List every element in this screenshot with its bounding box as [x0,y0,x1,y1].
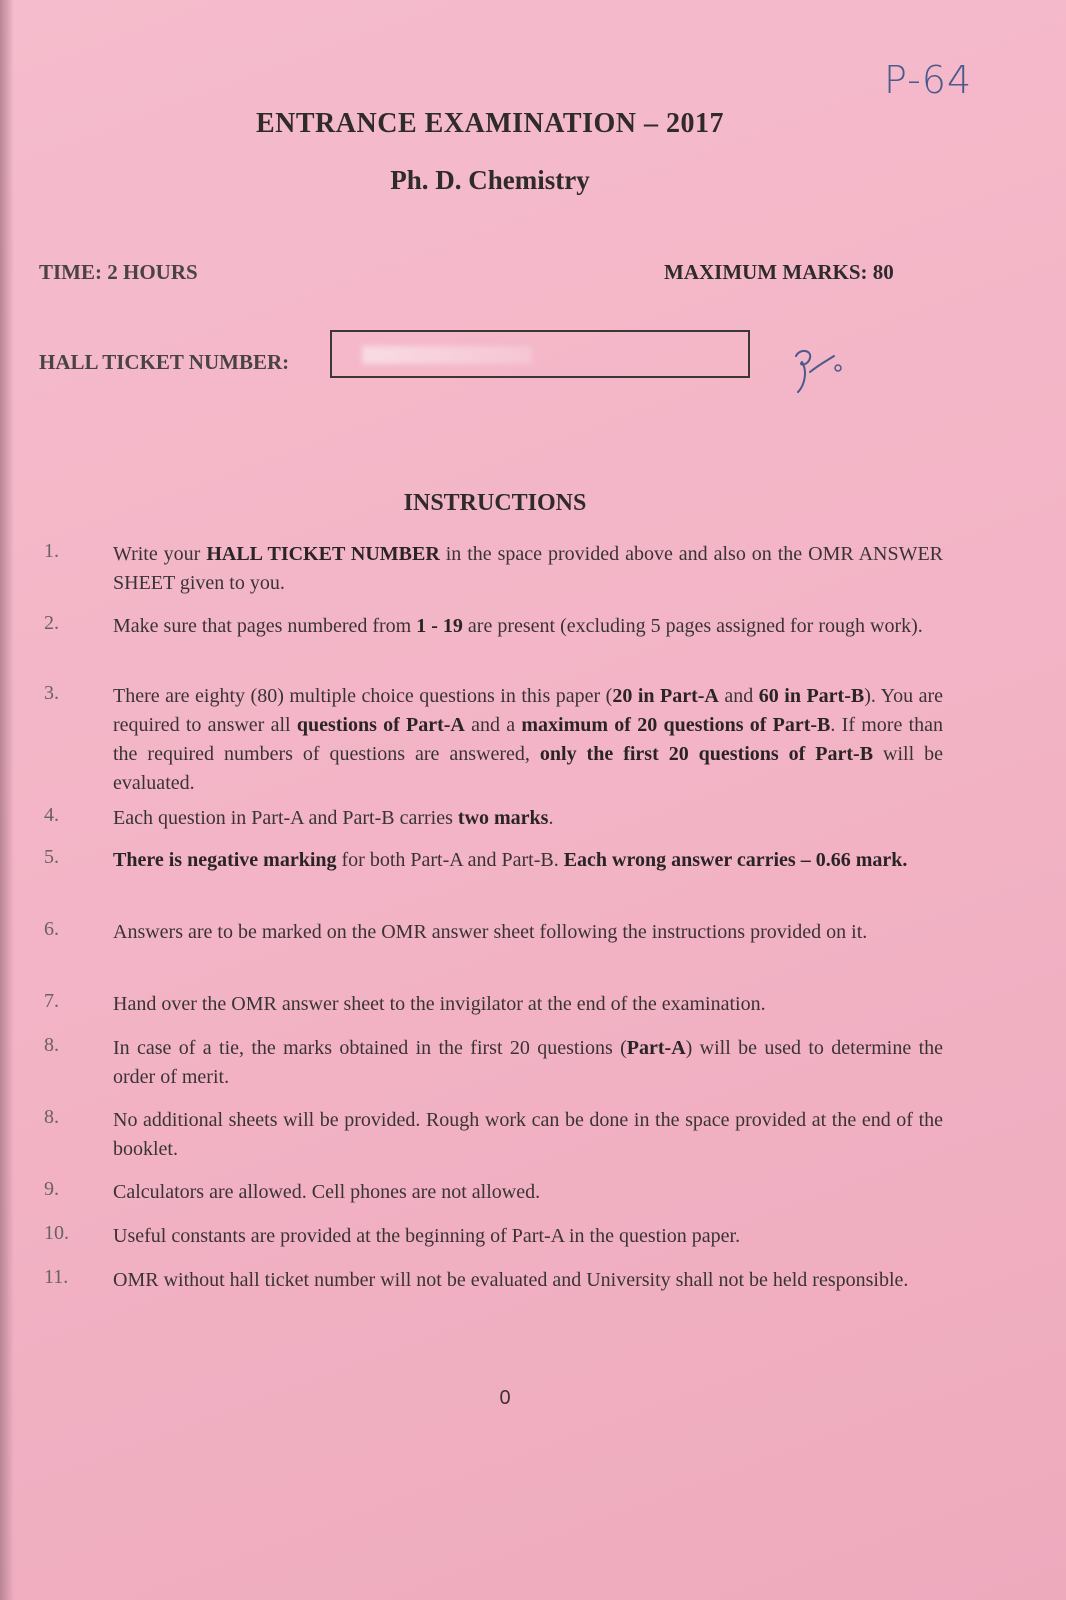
instruction-fragment: will be evaluated. [113,743,943,794]
instruction-bold-fragment: HALL TICKET NUMBER [206,543,440,565]
instruction-number: 5. [44,846,59,868]
instruction-fragment: and a [464,714,522,736]
instruction-text [113,682,943,798]
instruction-number: 8. [44,1034,59,1056]
instruction-fragment: Calculators are allowed. Cell phones are not allowed. [113,1181,541,1203]
instruction-fragment: Make sure that pages numbered from [113,615,417,637]
exam-subject: Ph. D. Chemistry [390,165,590,195]
instruction-number: 1. [44,540,59,562]
instruction-fragment: . If more than the required numbers of questions are answered, [113,714,944,765]
instruction-bold-fragment: questions of Part-A [296,714,465,736]
instruction-bold-fragment: only the first 20 questions of Part-B [539,743,874,765]
exam-duration: TIME: 2 HOURS [39,260,198,284]
instruction-fragment: Each question in Part-A and Part-B carries [113,807,458,829]
instruction-text [113,1222,943,1251]
instruction-text [113,990,943,1019]
instruction-number: 8. [44,1106,59,1128]
instruction-bold-fragment: two marks [457,807,549,829]
instruction-number: 6. [44,918,59,940]
instruction-text [113,612,943,641]
instruction-number: 3. [44,682,59,704]
instruction-fragment: ) will be used to determine the order of merit. [113,1037,944,1088]
instruction-bold-fragment: maximum of 20 questions of Part-B [521,714,831,736]
instruction-fragment: Answers are to be marked on the OMR answer sheet following the instructions provided on it. [113,921,868,943]
instruction-bold-fragment: 20 in Part-A [612,685,719,707]
instruction-fragment: . [548,807,554,829]
instruction-text [113,1106,943,1164]
instruction-bold-fragment: 60 in Part-B [758,685,865,707]
instruction-number: 10. [44,1222,69,1244]
instruction-text [113,846,943,875]
instruction-text [113,804,943,833]
instruction-fragment: and [718,685,759,707]
instruction-fragment: No additional sheets will be provided. Rough work can be done in the space provided at the end of the booklet. [113,1109,943,1160]
instruction-bold-fragment: 1 - 19 [416,615,463,637]
instruction-fragment: In case of a tie, the marks obtained in the first 20 questions ( [113,1037,627,1059]
maximum-marks: MAXIMUM MARKS: 80 [664,260,894,284]
instruction-bold-fragment: There is negative marking [113,849,337,871]
instruction-fragment: Write your [113,543,207,565]
page-edge-shadow [0,0,14,1600]
instruction-number: 4. [44,804,59,826]
hall-ticket-label: HALL TICKET NUMBER: [39,350,290,374]
instruction-fragment: Useful constants are provided at the beginning of Part-A in the question paper. [113,1225,741,1247]
instructions-heading: INSTRUCTIONS [403,490,587,516]
instruction-number: 9. [44,1178,59,1200]
instruction-fragment: Hand over the OMR answer sheet to the invigilator at the end of the examination. [113,993,766,1015]
instruction-fragment: for both Part-A and Part-B. [336,849,564,871]
handwritten-paper-code: P-64 [884,58,973,102]
instruction-bold-fragment: Each wrong answer carries – 0.66 mark. [563,849,908,871]
instruction-text [113,1178,943,1207]
instruction-number: 2. [44,612,59,634]
instruction-text [113,540,943,598]
instruction-number: 11. [44,1266,69,1288]
handwritten-initials-signature [788,342,858,402]
hall-ticket-number-box [330,330,750,378]
instruction-text [113,918,943,947]
instruction-number: 7. [44,990,59,1012]
instruction-text [113,1034,943,1092]
page-number: 0 [499,1387,511,1409]
exam-title: ENTRANCE EXAMINATION – 2017 [255,108,724,139]
instruction-fragment: in the space provided above and also on the OMR ANSWER SHEET given to you. [113,543,944,594]
instruction-fragment: There are eighty (80) multiple choice questions in this paper ( [113,685,613,707]
instruction-text [113,1266,943,1295]
instruction-fragment: ). You are required to answer all [113,685,943,736]
instruction-fragment: OMR without hall ticket number will not be evaluated and University shall not be held responsible. [113,1269,909,1291]
instruction-bold-fragment: Part-A [626,1037,686,1059]
instruction-fragment: are present (excluding 5 pages assigned for rough work). [462,615,923,637]
